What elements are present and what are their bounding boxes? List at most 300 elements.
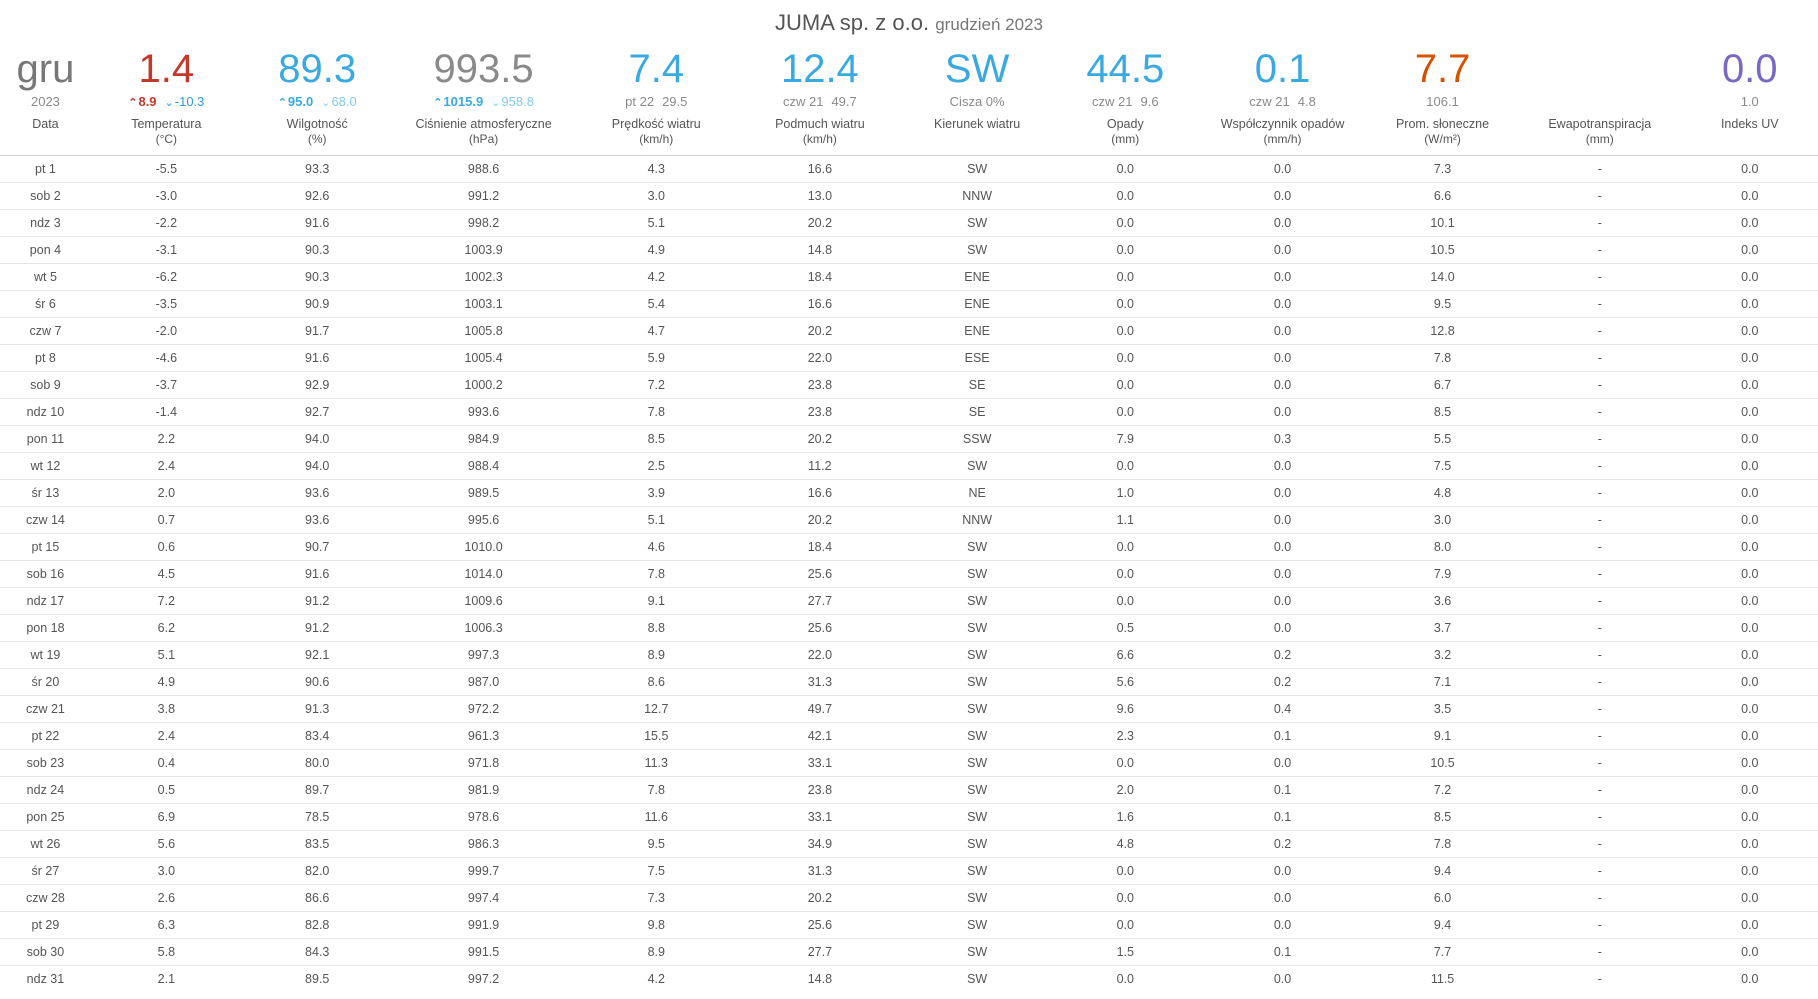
company-name: JUMA sp. z o.o. bbox=[775, 10, 930, 35]
column-header-9 bbox=[1367, 115, 1518, 156]
cell-value: - bbox=[1518, 291, 1682, 318]
cell-date: ndz 31 bbox=[0, 966, 91, 993]
cell-value: 90.6 bbox=[242, 669, 393, 696]
column-header-label: Prędkość wiatru bbox=[611, 117, 701, 131]
summary-precipitation-peak-day: czw 21 bbox=[1092, 94, 1133, 109]
table-row bbox=[0, 615, 1818, 642]
summary-wind-direction-value: SW bbox=[944, 47, 1010, 91]
cell-value: 0.2 bbox=[1198, 669, 1367, 696]
cell-value: 91.6 bbox=[242, 210, 393, 237]
cell-value: 7.3 bbox=[574, 885, 738, 912]
summary-wind-gust-value: 12.4 bbox=[780, 47, 859, 91]
cell-value: 0.0 bbox=[1682, 372, 1818, 399]
column-header-6 bbox=[902, 115, 1053, 156]
cell-value: 31.3 bbox=[738, 858, 902, 885]
summary-precipitation-rate bbox=[1198, 46, 1367, 113]
column-header-label: Opady bbox=[1106, 117, 1144, 131]
cell-value: 90.3 bbox=[242, 264, 393, 291]
cell-value: 9.5 bbox=[574, 831, 738, 858]
column-header-11 bbox=[1682, 115, 1818, 156]
cell-value: 0.0 bbox=[1053, 858, 1198, 885]
cell-value: 10.1 bbox=[1367, 210, 1518, 237]
cell-value: 0.0 bbox=[1682, 345, 1818, 372]
cell-value: 9.4 bbox=[1367, 858, 1518, 885]
cell-value: -3.0 bbox=[91, 183, 242, 210]
cell-value: - bbox=[1518, 453, 1682, 480]
cell-value: 0.0 bbox=[1198, 318, 1367, 345]
cell-value: 0.0 bbox=[1198, 480, 1367, 507]
cell-value: SW bbox=[902, 156, 1053, 183]
table-row bbox=[0, 237, 1818, 264]
cell-value: - bbox=[1518, 345, 1682, 372]
cell-value: 0.0 bbox=[1682, 588, 1818, 615]
cell-value: 91.3 bbox=[242, 696, 393, 723]
cell-value: 7.2 bbox=[1367, 777, 1518, 804]
table-row bbox=[0, 561, 1818, 588]
column-header-unit: (%) bbox=[307, 132, 327, 146]
summary-uv-index-value: 0.0 bbox=[1721, 47, 1778, 91]
cell-value: SW bbox=[902, 966, 1053, 993]
cell-value: 0.0 bbox=[1682, 777, 1818, 804]
table-row bbox=[0, 507, 1818, 534]
cell-value: NNW bbox=[902, 183, 1053, 210]
cell-value: SW bbox=[902, 885, 1053, 912]
table-row bbox=[0, 966, 1818, 993]
cell-value: 49.7 bbox=[738, 696, 902, 723]
cell-value: 94.0 bbox=[242, 453, 393, 480]
cell-value: 993.6 bbox=[393, 399, 575, 426]
cell-value: 0.0 bbox=[1682, 966, 1818, 993]
cell-value: 0.0 bbox=[1053, 561, 1198, 588]
cell-value: 0.0 bbox=[1682, 642, 1818, 669]
cell-value: 0.1 bbox=[1198, 804, 1367, 831]
cell-value: 9.4 bbox=[1367, 912, 1518, 939]
table-row bbox=[0, 777, 1818, 804]
cell-date: sob 30 bbox=[0, 939, 91, 966]
summary-temperature-low: ⌄ -10.3 bbox=[165, 94, 205, 109]
table-row bbox=[0, 318, 1818, 345]
cell-value: 7.8 bbox=[574, 561, 738, 588]
cell-value: - bbox=[1518, 615, 1682, 642]
cell-value: 6.9 bbox=[91, 804, 242, 831]
cell-value: 0.0 bbox=[1198, 291, 1367, 318]
cell-value: 3.0 bbox=[574, 183, 738, 210]
cell-value: 1014.0 bbox=[393, 561, 575, 588]
cell-value: 6.6 bbox=[1053, 642, 1198, 669]
cell-value: 991.9 bbox=[393, 912, 575, 939]
cell-value: 1010.0 bbox=[393, 534, 575, 561]
cell-value: 4.8 bbox=[1367, 480, 1518, 507]
cell-value: 1.5 bbox=[1053, 939, 1198, 966]
cell-value: NNW bbox=[902, 507, 1053, 534]
cell-value: 92.9 bbox=[242, 372, 393, 399]
summary-precipitation bbox=[1053, 46, 1198, 113]
summary-uv-index-sub bbox=[1684, 92, 1816, 112]
column-header-2 bbox=[242, 115, 393, 156]
cell-value: 997.4 bbox=[393, 885, 575, 912]
cell-date: ndz 17 bbox=[0, 588, 91, 615]
cell-value: - bbox=[1518, 183, 1682, 210]
summary-month bbox=[0, 46, 91, 113]
cell-value: 91.6 bbox=[242, 561, 393, 588]
column-header-unit: (°C) bbox=[155, 132, 178, 146]
cell-value: 16.6 bbox=[738, 291, 902, 318]
cell-value: 0.0 bbox=[1053, 291, 1198, 318]
summary-solar-radiation-note: 106.1 bbox=[1426, 94, 1459, 109]
summary-evapotranspiration bbox=[1518, 46, 1682, 113]
column-header-unit: (km/h) bbox=[802, 132, 837, 146]
summary-uv-index bbox=[1682, 46, 1818, 113]
summary-wind-speed-peak-value: 29.5 bbox=[662, 94, 688, 109]
cell-value: 91.2 bbox=[242, 588, 393, 615]
cell-value: 0.0 bbox=[1682, 669, 1818, 696]
cell-value: 1000.2 bbox=[393, 372, 575, 399]
cell-value: 16.6 bbox=[738, 156, 902, 183]
cell-value: 12.8 bbox=[1367, 318, 1518, 345]
cell-value: 31.3 bbox=[738, 669, 902, 696]
cell-value: - bbox=[1518, 264, 1682, 291]
cell-value: 0.0 bbox=[1198, 156, 1367, 183]
cell-value: 11.3 bbox=[574, 750, 738, 777]
cell-value: SW bbox=[902, 912, 1053, 939]
cell-date: pon 25 bbox=[0, 804, 91, 831]
cell-value: 0.0 bbox=[1053, 588, 1198, 615]
cell-value: 0.0 bbox=[1053, 372, 1198, 399]
cell-value: 1003.1 bbox=[393, 291, 575, 318]
cell-value: 5.9 bbox=[574, 345, 738, 372]
cell-value: 3.7 bbox=[1367, 615, 1518, 642]
cell-value: 5.1 bbox=[574, 507, 738, 534]
cell-value: 3.2 bbox=[1367, 642, 1518, 669]
cell-value: 83.5 bbox=[242, 831, 393, 858]
cell-value: 20.2 bbox=[738, 210, 902, 237]
cell-value: 0.0 bbox=[1682, 507, 1818, 534]
cell-value: SW bbox=[902, 777, 1053, 804]
table-row bbox=[0, 264, 1818, 291]
summary-temperature-high: ⌃ 8.9 bbox=[128, 94, 156, 109]
cell-value: 5.1 bbox=[91, 642, 242, 669]
column-header-unit: (km/h) bbox=[639, 132, 674, 146]
cell-value: SSW bbox=[902, 426, 1053, 453]
cell-value: 981.9 bbox=[393, 777, 575, 804]
cell-value: -1.4 bbox=[91, 399, 242, 426]
cell-value: - bbox=[1518, 858, 1682, 885]
summary-humidity-low: ⌄ 68.0 bbox=[321, 94, 357, 109]
cell-value: 89.7 bbox=[242, 777, 393, 804]
cell-value: 8.0 bbox=[1367, 534, 1518, 561]
cell-value: 978.6 bbox=[393, 804, 575, 831]
cell-date: wt 5 bbox=[0, 264, 91, 291]
summary-month-note: 2023 bbox=[30, 94, 60, 109]
cell-value: 4.9 bbox=[574, 237, 738, 264]
cell-value: 2.4 bbox=[91, 723, 242, 750]
cell-value: 27.7 bbox=[738, 939, 902, 966]
cell-date: wt 19 bbox=[0, 642, 91, 669]
cell-value: 0.0 bbox=[1053, 399, 1198, 426]
cell-date: pt 22 bbox=[0, 723, 91, 750]
cell-value: 0.0 bbox=[1198, 561, 1367, 588]
cell-value: 988.6 bbox=[393, 156, 575, 183]
table-row bbox=[0, 345, 1818, 372]
cell-value: SE bbox=[902, 399, 1053, 426]
cell-value: 0.0 bbox=[1198, 912, 1367, 939]
cell-value: 3.8 bbox=[91, 696, 242, 723]
cell-date: wt 26 bbox=[0, 831, 91, 858]
cell-value: 2.4 bbox=[91, 453, 242, 480]
column-header-4 bbox=[574, 115, 738, 156]
cell-value: 0.0 bbox=[1053, 534, 1198, 561]
cell-value: 991.5 bbox=[393, 939, 575, 966]
cell-value: 6.7 bbox=[1367, 372, 1518, 399]
summary-wind-gust-peak-value: 49.7 bbox=[831, 94, 857, 109]
cell-value: 0.0 bbox=[1682, 426, 1818, 453]
cell-value: 92.1 bbox=[242, 642, 393, 669]
cell-value: 989.5 bbox=[393, 480, 575, 507]
cell-value: 34.9 bbox=[738, 831, 902, 858]
column-header-3 bbox=[393, 115, 575, 156]
cell-value: -3.1 bbox=[91, 237, 242, 264]
cell-value: - bbox=[1518, 237, 1682, 264]
summary-temperature-sub bbox=[93, 92, 240, 113]
summary-temperature bbox=[91, 46, 242, 113]
table-row bbox=[0, 750, 1818, 777]
table-row bbox=[0, 696, 1818, 723]
column-header-unit: (mm) bbox=[1111, 132, 1140, 146]
table-header bbox=[0, 115, 1818, 156]
column-header-5 bbox=[738, 115, 902, 156]
cell-value: SW bbox=[902, 858, 1053, 885]
table-row bbox=[0, 399, 1818, 426]
cell-value: 0.0 bbox=[1198, 534, 1367, 561]
cell-value: 0.0 bbox=[1198, 858, 1367, 885]
cell-value: 0.3 bbox=[1198, 426, 1367, 453]
cell-value: - bbox=[1518, 723, 1682, 750]
summary-precipitation-sub bbox=[1055, 92, 1196, 112]
cell-value: 90.7 bbox=[242, 534, 393, 561]
cell-value: -2.0 bbox=[91, 318, 242, 345]
summary-humidity-value: 89.3 bbox=[278, 47, 357, 91]
cell-value: 2.5 bbox=[574, 453, 738, 480]
cell-value: 89.5 bbox=[242, 966, 393, 993]
cell-value: 0.1 bbox=[1198, 939, 1367, 966]
cell-date: sob 2 bbox=[0, 183, 91, 210]
cell-value: 0.0 bbox=[1682, 183, 1818, 210]
cell-value: 9.1 bbox=[1367, 723, 1518, 750]
cell-value: 80.0 bbox=[242, 750, 393, 777]
cell-value: 0.0 bbox=[1682, 291, 1818, 318]
cell-value: - bbox=[1518, 561, 1682, 588]
cell-value: 12.7 bbox=[574, 696, 738, 723]
cell-value: 8.9 bbox=[574, 939, 738, 966]
table-row bbox=[0, 426, 1818, 453]
cell-value: 27.7 bbox=[738, 588, 902, 615]
cell-value: - bbox=[1518, 696, 1682, 723]
cell-value: 0.0 bbox=[1053, 966, 1198, 993]
cell-value: - bbox=[1518, 480, 1682, 507]
cell-value: 23.8 bbox=[738, 372, 902, 399]
cell-value: 0.6 bbox=[91, 534, 242, 561]
cell-value: 0.0 bbox=[1198, 345, 1367, 372]
cell-value: SW bbox=[902, 804, 1053, 831]
cell-value: 9.5 bbox=[1367, 291, 1518, 318]
cell-value: - bbox=[1518, 642, 1682, 669]
cell-value: 14.0 bbox=[1367, 264, 1518, 291]
cell-value: SW bbox=[902, 642, 1053, 669]
cell-value: 6.6 bbox=[1367, 183, 1518, 210]
cell-value: 2.1 bbox=[91, 966, 242, 993]
table-row bbox=[0, 156, 1818, 183]
cell-value: SW bbox=[902, 723, 1053, 750]
report-period: grudzień 2023 bbox=[935, 15, 1043, 34]
cell-value: 0.0 bbox=[1053, 237, 1198, 264]
cell-value: - bbox=[1518, 156, 1682, 183]
cell-date: ndz 3 bbox=[0, 210, 91, 237]
cell-value: - bbox=[1518, 750, 1682, 777]
column-header-label: Prom. słoneczne bbox=[1395, 117, 1490, 131]
cell-value: 1.0 bbox=[1053, 480, 1198, 507]
table-row bbox=[0, 642, 1818, 669]
cell-value: SW bbox=[902, 669, 1053, 696]
cell-value: - bbox=[1518, 588, 1682, 615]
cell-value: 0.0 bbox=[1198, 210, 1367, 237]
cell-value: 7.2 bbox=[574, 372, 738, 399]
cell-value: -4.6 bbox=[91, 345, 242, 372]
cell-value: 20.2 bbox=[738, 426, 902, 453]
cell-value: -2.2 bbox=[91, 210, 242, 237]
cell-value: -3.5 bbox=[91, 291, 242, 318]
summary-row bbox=[0, 42, 1818, 115]
column-header-unit: (hPa) bbox=[468, 132, 499, 146]
cell-value: 78.5 bbox=[242, 804, 393, 831]
cell-value: 0.2 bbox=[1198, 642, 1367, 669]
cell-value: 33.1 bbox=[738, 750, 902, 777]
cell-date: śr 13 bbox=[0, 480, 91, 507]
cell-value: 25.6 bbox=[738, 561, 902, 588]
column-header-label: Ewapotranspiracja bbox=[1548, 117, 1652, 131]
column-header-8 bbox=[1198, 115, 1367, 156]
cell-value: 0.0 bbox=[1682, 858, 1818, 885]
cell-value: 91.7 bbox=[242, 318, 393, 345]
cell-value: 0.0 bbox=[1682, 156, 1818, 183]
cell-date: pon 4 bbox=[0, 237, 91, 264]
summary-wind-speed-peak-day: pt 22 bbox=[625, 94, 655, 109]
cell-date: czw 7 bbox=[0, 318, 91, 345]
table-row bbox=[0, 669, 1818, 696]
cell-value: - bbox=[1518, 939, 1682, 966]
cell-date: pon 18 bbox=[0, 615, 91, 642]
cell-value: 7.8 bbox=[1367, 831, 1518, 858]
cell-value: - bbox=[1518, 318, 1682, 345]
cell-value: 0.0 bbox=[1682, 804, 1818, 831]
cell-date: śr 6 bbox=[0, 291, 91, 318]
table-row bbox=[0, 885, 1818, 912]
table-row bbox=[0, 291, 1818, 318]
page-title bbox=[0, 0, 1818, 42]
column-header-label: Ciśnienie atmosferyczne bbox=[415, 117, 552, 131]
table-row bbox=[0, 804, 1818, 831]
cell-value: 0.0 bbox=[1682, 615, 1818, 642]
cell-value: 999.7 bbox=[393, 858, 575, 885]
cell-value: SE bbox=[902, 372, 1053, 399]
cell-value: 7.8 bbox=[574, 399, 738, 426]
cell-value: 2.3 bbox=[1053, 723, 1198, 750]
summary-precipitation-rate-sub bbox=[1200, 92, 1365, 112]
table-row bbox=[0, 480, 1818, 507]
cell-value: - bbox=[1518, 210, 1682, 237]
summary-wind-direction-note: Cisza 0% bbox=[949, 94, 1005, 109]
cell-value: 971.8 bbox=[393, 750, 575, 777]
cell-value: 4.3 bbox=[574, 156, 738, 183]
cell-value: 1009.6 bbox=[393, 588, 575, 615]
cell-value: 0.0 bbox=[1053, 264, 1198, 291]
cell-value: 0.0 bbox=[1682, 939, 1818, 966]
cell-value: - bbox=[1518, 669, 1682, 696]
cell-value: 4.7 bbox=[574, 318, 738, 345]
column-header-unit: (W/m²) bbox=[1424, 132, 1461, 146]
cell-value: 1003.9 bbox=[393, 237, 575, 264]
summary-solar-radiation-sub bbox=[1369, 92, 1516, 112]
cell-value: - bbox=[1518, 777, 1682, 804]
cell-value: 0.0 bbox=[1053, 750, 1198, 777]
table-row bbox=[0, 210, 1818, 237]
cell-value: 84.3 bbox=[242, 939, 393, 966]
cell-value: 22.0 bbox=[738, 345, 902, 372]
cell-value: 9.6 bbox=[1053, 696, 1198, 723]
cell-value: 92.6 bbox=[242, 183, 393, 210]
cell-value: 0.0 bbox=[1682, 237, 1818, 264]
cell-value: 0.0 bbox=[1198, 372, 1367, 399]
cell-date: ndz 24 bbox=[0, 777, 91, 804]
cell-value: 8.9 bbox=[574, 642, 738, 669]
column-header-1 bbox=[91, 115, 242, 156]
cell-value: - bbox=[1518, 426, 1682, 453]
summary-precipitation-rate-value: 0.1 bbox=[1254, 47, 1311, 91]
cell-value: 20.2 bbox=[738, 885, 902, 912]
cell-value: 0.0 bbox=[1053, 318, 1198, 345]
summary-precipitation-value: 44.5 bbox=[1086, 47, 1165, 91]
cell-value: 10.5 bbox=[1367, 750, 1518, 777]
cell-value: -6.2 bbox=[91, 264, 242, 291]
cell-value: - bbox=[1518, 507, 1682, 534]
cell-date: śr 20 bbox=[0, 669, 91, 696]
cell-value: 86.6 bbox=[242, 885, 393, 912]
summary-precipitation-rate-peak-day: czw 21 bbox=[1249, 94, 1290, 109]
cell-value: 15.5 bbox=[574, 723, 738, 750]
cell-value: 0.0 bbox=[1053, 345, 1198, 372]
cell-value: 7.8 bbox=[1367, 345, 1518, 372]
cell-value: 0.1 bbox=[1198, 723, 1367, 750]
column-header-unit: (mm/h) bbox=[1263, 132, 1302, 146]
cell-date: wt 12 bbox=[0, 453, 91, 480]
cell-value: 8.5 bbox=[574, 426, 738, 453]
table-row bbox=[0, 588, 1818, 615]
cell-value: 4.8 bbox=[1053, 831, 1198, 858]
cell-value: 987.0 bbox=[393, 669, 575, 696]
cell-value: ENE bbox=[902, 318, 1053, 345]
cell-value: 0.0 bbox=[1053, 453, 1198, 480]
cell-value: SW bbox=[902, 534, 1053, 561]
cell-value: 8.5 bbox=[1367, 399, 1518, 426]
cell-value: 0.0 bbox=[1198, 183, 1367, 210]
cell-value: 0.0 bbox=[1053, 183, 1198, 210]
cell-value: - bbox=[1518, 372, 1682, 399]
cell-value: 0.0 bbox=[1053, 912, 1198, 939]
cell-value: 7.5 bbox=[1367, 453, 1518, 480]
cell-value: 23.8 bbox=[738, 399, 902, 426]
cell-value: SW bbox=[902, 588, 1053, 615]
summary-humidity-sub bbox=[244, 92, 391, 113]
summary-wind-direction bbox=[902, 46, 1053, 113]
